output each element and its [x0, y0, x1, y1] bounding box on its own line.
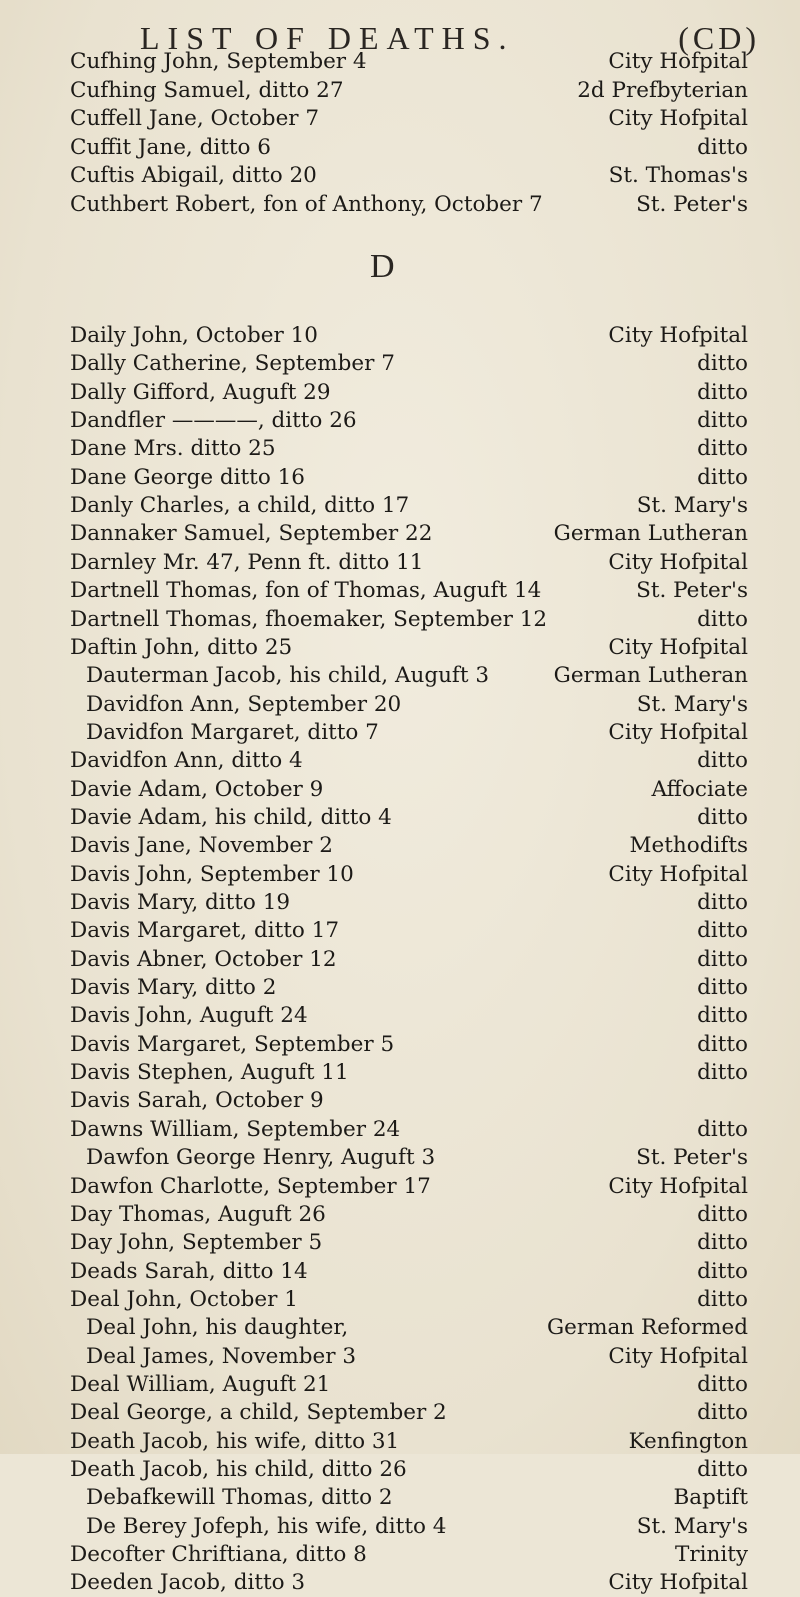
- death-entry: [0, 1484, 800, 1512]
- entry-name: De Berey Jofeph, his wife, ditto 4: [86, 1513, 447, 1539]
- death-entry: [0, 776, 800, 804]
- entry-name: Cufhing Samuel, ditto 27: [70, 77, 344, 103]
- entry-name: Davidfon Ann, September 20: [86, 691, 402, 717]
- entry-burial-place: City Hofpital: [608, 49, 748, 74]
- section-letter: D: [370, 248, 395, 285]
- death-entry: [0, 1087, 800, 1115]
- entry-burial-place: ditto: [697, 1031, 748, 1057]
- entry-burial-place: St. Mary's: [636, 1513, 748, 1539]
- entry-burial-place: ditto: [697, 975, 748, 1001]
- entry-burial-place: St. Thomas's: [608, 163, 748, 189]
- death-entry: [0, 1569, 800, 1597]
- entry-burial-place: Trinity: [674, 1542, 748, 1568]
- entry-burial-place: St. Peter's: [636, 192, 748, 217]
- death-entry: [0, 1144, 800, 1172]
- death-entry: [0, 1541, 800, 1569]
- entry-burial-place: St. Mary's: [636, 691, 748, 717]
- death-entry: [0, 1173, 800, 1201]
- entry-burial-place: German Reformed: [546, 1315, 748, 1341]
- death-entry: [0, 134, 800, 162]
- entry-name: Dawns William, September 24: [70, 1116, 401, 1142]
- entry-burial-place: City Hofpital: [608, 1343, 748, 1369]
- entry-name: Davis Abner, October 12: [70, 946, 337, 972]
- death-entry: [0, 1371, 800, 1399]
- entry-burial-place: St. Mary's: [636, 493, 748, 519]
- entry-burial-place: ditto: [697, 1230, 748, 1256]
- entry-name: Deal John, October 1: [70, 1286, 298, 1312]
- entry-burial-place: ditto: [697, 606, 748, 632]
- entry-name: Decofter Chriftiana, ditto 8: [70, 1542, 367, 1568]
- entry-burial-place: German Lutheran: [553, 521, 748, 547]
- entry-name: Davis Jane, November 2: [70, 833, 333, 859]
- entry-name: Davie Adam, October 9: [70, 776, 324, 802]
- entry-burial-place: St. Peter's: [636, 1145, 748, 1171]
- entry-burial-place: St. Peter's: [636, 578, 748, 604]
- death-entry: [0, 1229, 800, 1257]
- entry-name: Dane Mrs. ditto 25: [70, 436, 276, 462]
- entry-name: Death Jacob, his wife, ditto 31: [70, 1428, 400, 1454]
- entry-name: Davis Margaret, ditto 17: [70, 918, 340, 944]
- entry-name: Davie Adam, his child, ditto 4: [70, 804, 392, 830]
- death-entry: [0, 1258, 800, 1286]
- entry-name: Dane George ditto 16: [70, 464, 305, 490]
- death-entry: [0, 520, 800, 548]
- death-entry: [0, 464, 800, 492]
- entry-name: Deads Sarah, ditto 14: [70, 1258, 308, 1284]
- entry-burial-place: ditto: [697, 1286, 748, 1312]
- entry-burial-place: ditto: [697, 1457, 748, 1482]
- entry-name: Davis Stephen, Auguft 11: [70, 1060, 349, 1086]
- death-entry: [0, 1428, 800, 1456]
- entry-burial-place: City Hofpital: [608, 549, 748, 575]
- entry-burial-place: ditto: [697, 134, 748, 160]
- entry-name: Darnley Mr. 47, Penn ft. ditto 11: [70, 549, 424, 575]
- death-entry: [0, 322, 800, 350]
- death-entry: [0, 1201, 800, 1229]
- entry-burial-place: 2d Prefbyterian: [577, 77, 748, 103]
- entry-burial-place: City Hofpital: [608, 323, 748, 348]
- death-entry: [0, 1031, 800, 1059]
- entry-burial-place: ditto: [697, 464, 748, 490]
- death-entry: [0, 435, 800, 463]
- death-entry: [0, 1399, 800, 1427]
- entry-name: Cuftis Abigail, ditto 20: [70, 163, 317, 189]
- running-title: LIST OF DEATHS.: [140, 20, 515, 56]
- entry-name: Dandfler ————, ditto 26: [70, 408, 357, 434]
- entry-burial-place: Methodifts: [629, 833, 748, 859]
- entry-burial-place: ditto: [697, 1003, 748, 1029]
- entry-name: Day John, September 5: [70, 1230, 323, 1256]
- entry-burial-place: ditto: [697, 1201, 748, 1227]
- entry-name: Deal John, his daughter,: [86, 1315, 349, 1341]
- entry-burial-place: ditto: [697, 1116, 748, 1142]
- death-entry: [0, 691, 800, 719]
- entry-name: Davis Mary, ditto 2: [70, 975, 277, 1001]
- death-entry: [0, 1286, 800, 1314]
- death-entry: [0, 1456, 800, 1484]
- entry-name: Danly Charles, a child, ditto 17: [70, 493, 410, 519]
- death-entry: [0, 577, 800, 605]
- entry-name: Dannaker Samuel, September 22: [70, 521, 433, 547]
- entry-name: Davidfon Ann, ditto 4: [70, 748, 303, 774]
- entry-burial-place: City Hofpital: [608, 861, 748, 887]
- entry-name: Dartnell Thomas, fon of Thomas, Auguft 14: [70, 578, 542, 604]
- death-entry: [0, 1002, 800, 1030]
- death-entry: [0, 379, 800, 407]
- entry-burial-place: ditto: [697, 918, 748, 944]
- entry-burial-place: ditto: [697, 748, 748, 774]
- death-entry: [0, 861, 800, 889]
- entry-name: Davis John, Auguft 24: [70, 1003, 308, 1029]
- death-entry: [0, 606, 800, 634]
- entry-burial-place: Affociate: [651, 776, 748, 802]
- entry-burial-place: ditto: [697, 408, 748, 434]
- entry-name: Dawfon George Henry, Auguft 3: [86, 1145, 436, 1171]
- entry-name: Davidfon Margaret, ditto 7: [86, 719, 379, 745]
- death-entry: [0, 804, 800, 832]
- entry-name: Deal William, Auguft 21: [70, 1371, 331, 1397]
- entry-name: Cuffell Jane, October 7: [70, 106, 320, 132]
- death-entry: [0, 191, 800, 219]
- death-entry: [0, 492, 800, 520]
- death-entry: [0, 889, 800, 917]
- entry-burial-place: ditto: [697, 436, 748, 462]
- entry-name: Davis John, September 10: [70, 861, 354, 887]
- entry-name: Daftin John, ditto 25: [70, 634, 293, 660]
- death-entry: [0, 832, 800, 860]
- death-entry: [0, 719, 800, 747]
- entry-name: Day Thomas, Auguft 26: [70, 1201, 326, 1227]
- entry-burial-place: ditto: [697, 1060, 748, 1086]
- entry-burial-place: City Hofpital: [608, 719, 748, 745]
- entry-burial-place: Kenfington: [628, 1428, 748, 1454]
- death-entry: [0, 662, 800, 690]
- entry-burial-place: City Hofpital: [608, 634, 748, 660]
- death-entry: [0, 48, 800, 76]
- entry-name: Deal James, November 3: [86, 1343, 357, 1369]
- entry-burial-place: ditto: [697, 946, 748, 972]
- entry-name: Debafkewill Thomas, ditto 2: [86, 1485, 393, 1511]
- death-entry: [0, 1059, 800, 1087]
- entry-burial-place: ditto: [697, 1258, 748, 1284]
- entry-burial-place: Baptift: [673, 1485, 748, 1511]
- entry-name: Daily John, October 10: [70, 323, 318, 348]
- entry-name: Deeden Jacob, ditto 3: [70, 1570, 306, 1596]
- entry-name: Cufhing John, September 4: [70, 49, 367, 74]
- death-entry: [0, 350, 800, 378]
- entry-burial-place: ditto: [697, 1400, 748, 1426]
- death-entry: [0, 974, 800, 1002]
- death-entry: [0, 407, 800, 435]
- death-entry: [0, 77, 800, 105]
- death-entry: [0, 1513, 800, 1541]
- entry-name: Deal George, a child, September 2: [70, 1400, 447, 1426]
- signature-mark: (CD): [678, 20, 760, 56]
- entry-burial-place: ditto: [697, 379, 748, 405]
- death-entry: [0, 1343, 800, 1371]
- entry-name: Dally Catherine, September 7: [70, 351, 395, 377]
- entry-burial-place: ditto: [697, 890, 748, 915]
- entry-name: Cuthbert Robert, fon of Anthony, October 7: [70, 192, 543, 217]
- entry-burial-place: ditto: [697, 1371, 748, 1397]
- entry-name: Dally Gifford, Auguft 29: [70, 379, 331, 405]
- death-entry: [0, 634, 800, 662]
- entry-burial-place: ditto: [697, 804, 748, 830]
- death-entry: [0, 1314, 800, 1342]
- death-entry: [0, 747, 800, 775]
- death-entry: [0, 162, 800, 190]
- death-entry: [0, 549, 800, 577]
- death-entry: [0, 946, 800, 974]
- entry-burial-place: German Lutheran: [553, 663, 748, 689]
- death-entry: [0, 1116, 800, 1144]
- entry-name: Death Jacob, his child, ditto 26: [70, 1457, 407, 1482]
- entry-burial-place: ditto: [697, 351, 748, 377]
- entry-name: Dauterman Jacob, his child, Auguft 3: [86, 663, 490, 689]
- entry-name: Davis Margaret, September 5: [70, 1031, 395, 1057]
- entry-burial-place: City Hofpital: [608, 1173, 748, 1199]
- entry-name: Dawfon Charlotte, September 17: [70, 1173, 431, 1199]
- death-entry: [0, 917, 800, 945]
- entry-name: Cuffit Jane, ditto 6: [70, 134, 271, 160]
- death-entry: [0, 105, 800, 133]
- entry-burial-place: City Hofpital: [608, 1570, 748, 1596]
- entry-name: Davis Mary, ditto 19: [70, 890, 291, 915]
- entry-burial-place: City Hofpital: [608, 106, 748, 132]
- entry-name: Davis Sarah, October 9: [70, 1088, 324, 1114]
- entry-name: Dartnell Thomas, fhoemaker, September 12: [70, 606, 548, 632]
